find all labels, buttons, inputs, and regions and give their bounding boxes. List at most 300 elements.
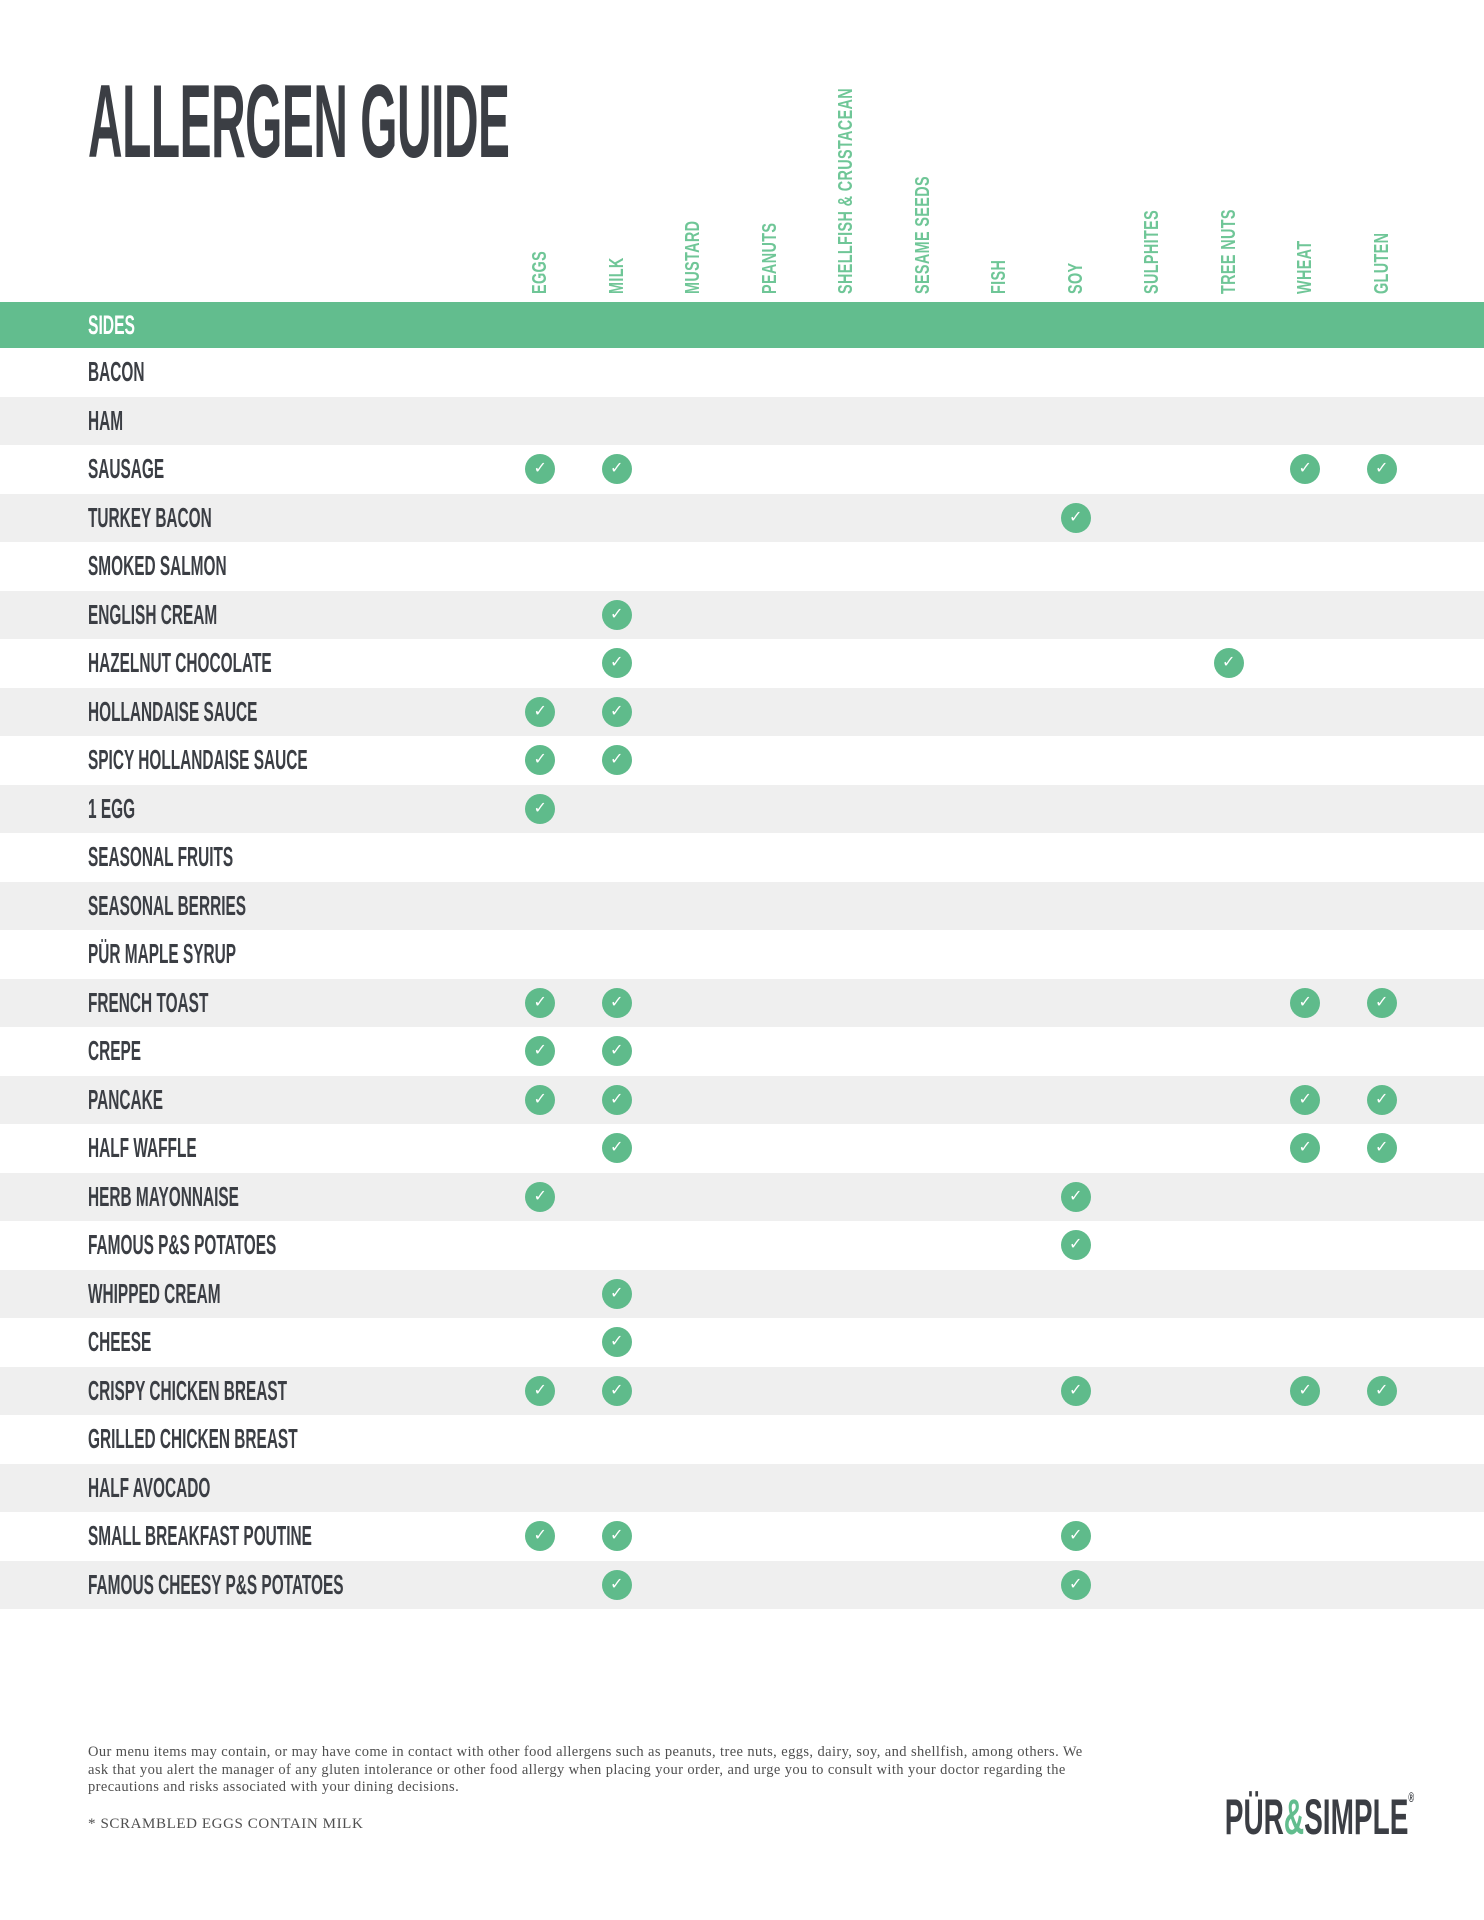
allergen-cell bbox=[502, 542, 579, 591]
allergen-cell bbox=[961, 1561, 1038, 1610]
allergen-cell bbox=[655, 1464, 732, 1513]
allergen-cell bbox=[502, 1076, 579, 1125]
allergen-cell bbox=[1344, 882, 1421, 931]
allergen-cell bbox=[808, 1318, 885, 1367]
allergen-cell bbox=[502, 1561, 579, 1610]
allergen-cell bbox=[808, 1221, 885, 1270]
allergen-cell bbox=[885, 1318, 962, 1367]
allergen-cell bbox=[885, 688, 962, 737]
allergen-cell bbox=[1267, 1512, 1344, 1561]
allergen-cell bbox=[1114, 1512, 1191, 1561]
allergen-cell bbox=[1191, 930, 1268, 979]
allergen-cell bbox=[732, 1512, 809, 1561]
row-label: SPICY HOLLANDAISE SAUCE bbox=[88, 744, 308, 776]
allergen-cell bbox=[1114, 639, 1191, 688]
allergen-cell bbox=[655, 591, 732, 640]
allergen-cell bbox=[1267, 1173, 1344, 1222]
allergen-cell bbox=[961, 1027, 1038, 1076]
row-label: ENGLISH CREAM bbox=[88, 598, 218, 630]
check-icon: ✓ bbox=[525, 1036, 555, 1066]
allergen-cell bbox=[885, 1512, 962, 1561]
allergen-cell bbox=[732, 833, 809, 882]
table-row bbox=[0, 445, 1484, 494]
allergen-cell bbox=[655, 1027, 732, 1076]
allergen-cell bbox=[732, 1367, 809, 1416]
allergen-cell bbox=[808, 1367, 885, 1416]
column-header: SESAME SEEDS bbox=[911, 176, 934, 294]
allergen-cell bbox=[579, 494, 656, 543]
allergen-cell bbox=[655, 930, 732, 979]
allergen-cell bbox=[961, 639, 1038, 688]
allergen-cell bbox=[579, 930, 656, 979]
allergen-cell bbox=[808, 1124, 885, 1173]
check-icon: ✓ bbox=[1367, 1085, 1397, 1115]
allergen-cell bbox=[1267, 1464, 1344, 1513]
table-row bbox=[0, 591, 1484, 640]
allergen-cell bbox=[1344, 1367, 1421, 1416]
allergen-cell bbox=[885, 494, 962, 543]
allergen-cell bbox=[1344, 1076, 1421, 1125]
column-header: SHELLFISH & CRUSTACEAN bbox=[835, 87, 858, 294]
allergen-cell bbox=[1267, 494, 1344, 543]
allergen-cell bbox=[579, 591, 656, 640]
allergen-cell bbox=[502, 1221, 579, 1270]
check-icon: ✓ bbox=[1290, 1133, 1320, 1163]
allergen-cell bbox=[1267, 785, 1344, 834]
row-label: GRILLED CHICKEN BREAST bbox=[88, 1423, 298, 1455]
allergen-cell bbox=[961, 1367, 1038, 1416]
allergen-cell bbox=[1038, 1415, 1115, 1464]
row-label: HAM bbox=[88, 404, 124, 436]
allergen-cell bbox=[1191, 736, 1268, 785]
row-label: HOLLANDAISE SAUCE bbox=[88, 695, 258, 727]
check-icon: ✓ bbox=[525, 454, 555, 484]
row-label: PANCAKE bbox=[88, 1083, 164, 1115]
allergen-cell bbox=[732, 1318, 809, 1367]
allergen-cell bbox=[1038, 1221, 1115, 1270]
check-icon: ✓ bbox=[602, 1085, 632, 1115]
allergen-cell bbox=[579, 639, 656, 688]
allergen-cell bbox=[1038, 542, 1115, 591]
check-icon: ✓ bbox=[1061, 1230, 1091, 1260]
row-label: CREPE bbox=[88, 1035, 142, 1067]
allergen-cell bbox=[1038, 639, 1115, 688]
allergen-cell bbox=[1038, 785, 1115, 834]
table-row bbox=[0, 785, 1484, 834]
allergen-cell bbox=[1191, 639, 1268, 688]
row-label: SMALL BREAKFAST POUTINE bbox=[88, 1520, 312, 1552]
allergen-cell bbox=[1344, 1173, 1421, 1222]
allergen-cell bbox=[1191, 494, 1268, 543]
allergen-cell bbox=[1191, 397, 1268, 446]
allergen-cell bbox=[1038, 1173, 1115, 1222]
table-row bbox=[0, 1221, 1484, 1270]
row-label: CHEESE bbox=[88, 1326, 152, 1358]
allergen-cell bbox=[502, 1367, 579, 1416]
row-label: SAUSAGE bbox=[88, 453, 165, 485]
allergen-cell bbox=[808, 1076, 885, 1125]
allergen-cell bbox=[1191, 1076, 1268, 1125]
row-label: HALF AVOCADO bbox=[88, 1471, 211, 1503]
row-label: TURKEY BACON bbox=[88, 501, 212, 533]
row-label: HALF WAFFLE bbox=[88, 1132, 197, 1164]
allergen-cell bbox=[1191, 591, 1268, 640]
allergen-cell bbox=[808, 833, 885, 882]
table-row bbox=[0, 930, 1484, 979]
allergen-cell bbox=[1344, 1318, 1421, 1367]
allergen-cell bbox=[961, 1173, 1038, 1222]
allergen-cell bbox=[732, 1270, 809, 1319]
allergen-cell bbox=[1267, 1415, 1344, 1464]
disclaimer-text: Our menu items may contain, or may have come in contact with other food allergens such as peanuts, tree nuts, eggs, dairy, soy, and shellfish, among others. We ask that you alert the manager of any gluten intolerance or other food allergy when placing your order, and urge you to consult with your doctor regarding the precautions and risks associated with your dining decisions. bbox=[88, 1744, 1083, 1795]
allergen-cell bbox=[961, 1076, 1038, 1125]
allergen-cell bbox=[655, 1415, 732, 1464]
allergen-cell bbox=[1114, 688, 1191, 737]
allergen-cell bbox=[1038, 1076, 1115, 1125]
allergen-cell bbox=[808, 785, 885, 834]
allergen-cell bbox=[1344, 785, 1421, 834]
allergen-cell bbox=[1191, 348, 1268, 397]
allergen-cell bbox=[885, 1270, 962, 1319]
allergen-cell bbox=[655, 979, 732, 1028]
column-header: TREE NUTS bbox=[1217, 209, 1240, 294]
column-headers bbox=[0, 0, 1484, 302]
allergen-cell bbox=[502, 397, 579, 446]
allergen-cell bbox=[655, 1512, 732, 1561]
allergen-cell bbox=[655, 1173, 732, 1222]
allergen-cell bbox=[579, 1415, 656, 1464]
allergen-cell bbox=[502, 979, 579, 1028]
allergen-cell bbox=[1344, 397, 1421, 446]
allergen-cell bbox=[1038, 397, 1115, 446]
allergen-cell bbox=[655, 882, 732, 931]
table-row bbox=[0, 688, 1484, 737]
allergen-cell bbox=[1191, 1318, 1268, 1367]
allergen-cell bbox=[655, 1076, 732, 1125]
allergen-cell bbox=[1191, 445, 1268, 494]
allergen-cell bbox=[579, 979, 656, 1028]
allergen-cell bbox=[961, 930, 1038, 979]
allergen-cell bbox=[502, 494, 579, 543]
allergen-cell bbox=[1267, 1027, 1344, 1076]
allergen-cell bbox=[885, 1367, 962, 1416]
allergen-cell bbox=[808, 397, 885, 446]
allergen-cell bbox=[1114, 1173, 1191, 1222]
check-icon: ✓ bbox=[525, 794, 555, 824]
allergen-cell bbox=[885, 979, 962, 1028]
row-label: BACON bbox=[88, 356, 145, 388]
allergen-cell bbox=[732, 445, 809, 494]
allergen-cell bbox=[1267, 882, 1344, 931]
allergen-cell bbox=[961, 445, 1038, 494]
row-label: SMOKED SALMON bbox=[88, 550, 227, 582]
allergen-cell bbox=[502, 1173, 579, 1222]
table-row bbox=[0, 1367, 1484, 1416]
logo-ampersand: & bbox=[1283, 1789, 1304, 1845]
allergen-cell bbox=[1114, 736, 1191, 785]
allergen-cell bbox=[1191, 882, 1268, 931]
check-icon: ✓ bbox=[525, 697, 555, 727]
allergen-cell bbox=[961, 882, 1038, 931]
allergen-cell bbox=[732, 736, 809, 785]
allergen-cell bbox=[885, 591, 962, 640]
check-icon: ✓ bbox=[602, 745, 632, 775]
allergen-cell bbox=[885, 1124, 962, 1173]
allergen-cell bbox=[1344, 348, 1421, 397]
allergen-cell bbox=[808, 979, 885, 1028]
allergen-cell bbox=[1267, 397, 1344, 446]
allergen-cell bbox=[1344, 445, 1421, 494]
allergen-cell bbox=[1267, 542, 1344, 591]
allergen-cell bbox=[1267, 930, 1344, 979]
allergen-cell bbox=[732, 542, 809, 591]
allergen-cell bbox=[655, 688, 732, 737]
allergen-cell bbox=[579, 1076, 656, 1125]
allergen-cell bbox=[1114, 979, 1191, 1028]
table-row bbox=[0, 348, 1484, 397]
allergen-cell bbox=[579, 1512, 656, 1561]
allergen-cell bbox=[732, 882, 809, 931]
allergen-cell bbox=[655, 736, 732, 785]
check-icon: ✓ bbox=[1290, 988, 1320, 1018]
allergen-cell bbox=[1267, 1221, 1344, 1270]
allergen-cell bbox=[885, 542, 962, 591]
row-label: SEASONAL BERRIES bbox=[88, 889, 247, 921]
allergen-cell bbox=[502, 1124, 579, 1173]
allergen-cell bbox=[1191, 1221, 1268, 1270]
allergen-cell bbox=[502, 736, 579, 785]
allergen-cell bbox=[1191, 1464, 1268, 1513]
allergen-cell bbox=[502, 1415, 579, 1464]
allergen-cell bbox=[1344, 1221, 1421, 1270]
check-icon: ✓ bbox=[1367, 454, 1397, 484]
check-icon: ✓ bbox=[525, 988, 555, 1018]
row-label: FRENCH TOAST bbox=[88, 986, 209, 1018]
allergen-cell bbox=[502, 1270, 579, 1319]
allergen-cell bbox=[1344, 1270, 1421, 1319]
allergen-cell bbox=[808, 445, 885, 494]
allergen-cell bbox=[961, 1270, 1038, 1319]
column-header: MUSTARD bbox=[682, 220, 705, 294]
check-icon: ✓ bbox=[525, 745, 555, 775]
allergen-cell bbox=[579, 736, 656, 785]
check-icon: ✓ bbox=[602, 697, 632, 727]
allergen-cell bbox=[1038, 736, 1115, 785]
allergen-cell bbox=[1191, 542, 1268, 591]
column-header: GLUTEN bbox=[1370, 232, 1393, 294]
allergen-cell bbox=[1267, 1561, 1344, 1610]
check-icon: ✓ bbox=[602, 454, 632, 484]
section-label: SIDES bbox=[88, 309, 135, 340]
allergen-cell bbox=[579, 1027, 656, 1076]
allergen-cell bbox=[502, 882, 579, 931]
allergen-cell bbox=[1114, 348, 1191, 397]
allergen-cell bbox=[502, 1027, 579, 1076]
allergen-cell bbox=[502, 785, 579, 834]
allergen-cell bbox=[808, 1027, 885, 1076]
allergen-cell bbox=[502, 639, 579, 688]
table-row bbox=[0, 1124, 1484, 1173]
allergen-cell bbox=[1038, 1124, 1115, 1173]
allergen-cell bbox=[1267, 445, 1344, 494]
allergen-cell bbox=[655, 833, 732, 882]
table-row bbox=[0, 542, 1484, 591]
check-icon: ✓ bbox=[1061, 1570, 1091, 1600]
logo-part1: PÜR bbox=[1224, 1789, 1284, 1845]
allergen-cell bbox=[1038, 1270, 1115, 1319]
allergen-cell bbox=[1114, 1367, 1191, 1416]
allergen-cell bbox=[1038, 1367, 1115, 1416]
allergen-cell bbox=[1114, 1561, 1191, 1610]
check-icon: ✓ bbox=[525, 1521, 555, 1551]
allergen-cell bbox=[1191, 1561, 1268, 1610]
check-icon: ✓ bbox=[602, 1279, 632, 1309]
row-label: FAMOUS P&S POTATOES bbox=[88, 1229, 277, 1261]
allergen-cell bbox=[961, 1318, 1038, 1367]
allergen-cell bbox=[732, 397, 809, 446]
allergen-cell bbox=[655, 1270, 732, 1319]
section-header-sides bbox=[0, 302, 1484, 348]
check-icon: ✓ bbox=[1061, 503, 1091, 533]
allergen-cell bbox=[1114, 1318, 1191, 1367]
allergen-cell bbox=[579, 1561, 656, 1610]
check-icon: ✓ bbox=[1214, 648, 1244, 678]
allergen-cell bbox=[885, 1464, 962, 1513]
allergen-cell bbox=[808, 494, 885, 543]
table-row bbox=[0, 882, 1484, 931]
allergen-cell bbox=[1114, 445, 1191, 494]
allergen-cell bbox=[655, 639, 732, 688]
allergen-cell bbox=[1267, 1318, 1344, 1367]
check-icon: ✓ bbox=[1061, 1376, 1091, 1406]
allergen-cell bbox=[1038, 979, 1115, 1028]
column-header: MILK bbox=[605, 257, 628, 294]
allergen-cell bbox=[961, 736, 1038, 785]
allergen-cell bbox=[579, 833, 656, 882]
allergen-cell bbox=[732, 1027, 809, 1076]
allergen-cell bbox=[579, 1367, 656, 1416]
allergen-cell bbox=[1344, 639, 1421, 688]
allergen-cell bbox=[961, 542, 1038, 591]
allergen-cell bbox=[808, 1415, 885, 1464]
allergen-cell bbox=[885, 833, 962, 882]
logo-part2: SIMPLE bbox=[1303, 1789, 1409, 1845]
check-icon: ✓ bbox=[602, 1521, 632, 1551]
check-icon: ✓ bbox=[525, 1085, 555, 1115]
column-header: SOY bbox=[1064, 262, 1087, 294]
allergen-cell bbox=[1114, 1027, 1191, 1076]
allergen-cell bbox=[579, 1464, 656, 1513]
allergen-cell bbox=[808, 1561, 885, 1610]
allergen-cell bbox=[1038, 1512, 1115, 1561]
table-row bbox=[0, 1561, 1484, 1610]
table-row bbox=[0, 1415, 1484, 1464]
check-icon: ✓ bbox=[602, 1327, 632, 1357]
column-header: WHEAT bbox=[1294, 240, 1317, 294]
allergen-cell bbox=[1191, 688, 1268, 737]
column-header: FISH bbox=[988, 259, 1011, 294]
allergen-cell bbox=[885, 736, 962, 785]
row-label: HERB MAYONNAISE bbox=[88, 1180, 239, 1212]
check-icon: ✓ bbox=[1367, 1376, 1397, 1406]
row-label: SEASONAL FRUITS bbox=[88, 841, 234, 873]
allergen-cell bbox=[885, 639, 962, 688]
row-label: PÜR MAPLE SYRUP bbox=[88, 938, 237, 970]
allergen-cell bbox=[1114, 494, 1191, 543]
allergen-cell bbox=[655, 1561, 732, 1610]
allergen-cell bbox=[1038, 1561, 1115, 1610]
allergen-cell bbox=[579, 688, 656, 737]
allergen-cell bbox=[1191, 1027, 1268, 1076]
allergen-cell bbox=[502, 930, 579, 979]
allergen-cell bbox=[502, 445, 579, 494]
allergen-cell bbox=[1267, 639, 1344, 688]
allergen-cell bbox=[961, 397, 1038, 446]
table-row bbox=[0, 1027, 1484, 1076]
allergen-cell bbox=[732, 979, 809, 1028]
table-row bbox=[0, 1173, 1484, 1222]
allergen-cell bbox=[732, 1076, 809, 1125]
allergen-cell bbox=[1038, 445, 1115, 494]
check-icon: ✓ bbox=[525, 1376, 555, 1406]
allergen-cell bbox=[1344, 979, 1421, 1028]
allergen-cell bbox=[1344, 1464, 1421, 1513]
check-icon: ✓ bbox=[1290, 1085, 1320, 1115]
allergen-cell bbox=[1344, 1027, 1421, 1076]
allergen-cell bbox=[1344, 542, 1421, 591]
allergen-cell bbox=[579, 1318, 656, 1367]
allergen-cell bbox=[885, 1415, 962, 1464]
allergen-cell bbox=[1267, 688, 1344, 737]
allergen-cell bbox=[1344, 833, 1421, 882]
allergen-cell bbox=[502, 1318, 579, 1367]
allergen-cell bbox=[1267, 591, 1344, 640]
allergen-cell bbox=[961, 1464, 1038, 1513]
allergen-cell bbox=[1038, 591, 1115, 640]
allergen-cell bbox=[1191, 785, 1268, 834]
allergen-cell bbox=[1191, 1512, 1268, 1561]
allergen-cell bbox=[885, 1173, 962, 1222]
allergen-cell bbox=[579, 542, 656, 591]
allergen-cell bbox=[1344, 591, 1421, 640]
allergen-cell bbox=[808, 542, 885, 591]
allergen-cell bbox=[808, 736, 885, 785]
allergen-cell bbox=[1114, 1124, 1191, 1173]
allergen-cell bbox=[579, 445, 656, 494]
allergen-cell bbox=[579, 1270, 656, 1319]
allergen-cell bbox=[885, 1561, 962, 1610]
allergen-cell bbox=[732, 1221, 809, 1270]
allergen-cell bbox=[1114, 882, 1191, 931]
allergen-cell bbox=[1344, 1561, 1421, 1610]
allergen-cell bbox=[1267, 979, 1344, 1028]
allergen-cell bbox=[655, 785, 732, 834]
pur-and-simple-logo bbox=[1224, 1789, 1414, 1845]
allergen-cell bbox=[1344, 1512, 1421, 1561]
allergen-cell bbox=[808, 1512, 885, 1561]
table-row bbox=[0, 639, 1484, 688]
allergen-cell bbox=[732, 1561, 809, 1610]
table-row bbox=[0, 1512, 1484, 1561]
allergen-cell bbox=[1038, 348, 1115, 397]
allergen-cell bbox=[579, 1124, 656, 1173]
allergen-cell bbox=[732, 785, 809, 834]
allergen-cell bbox=[961, 1415, 1038, 1464]
table-row bbox=[0, 1270, 1484, 1319]
allergen-cell bbox=[961, 494, 1038, 543]
check-icon: ✓ bbox=[602, 1376, 632, 1406]
check-icon: ✓ bbox=[602, 1133, 632, 1163]
